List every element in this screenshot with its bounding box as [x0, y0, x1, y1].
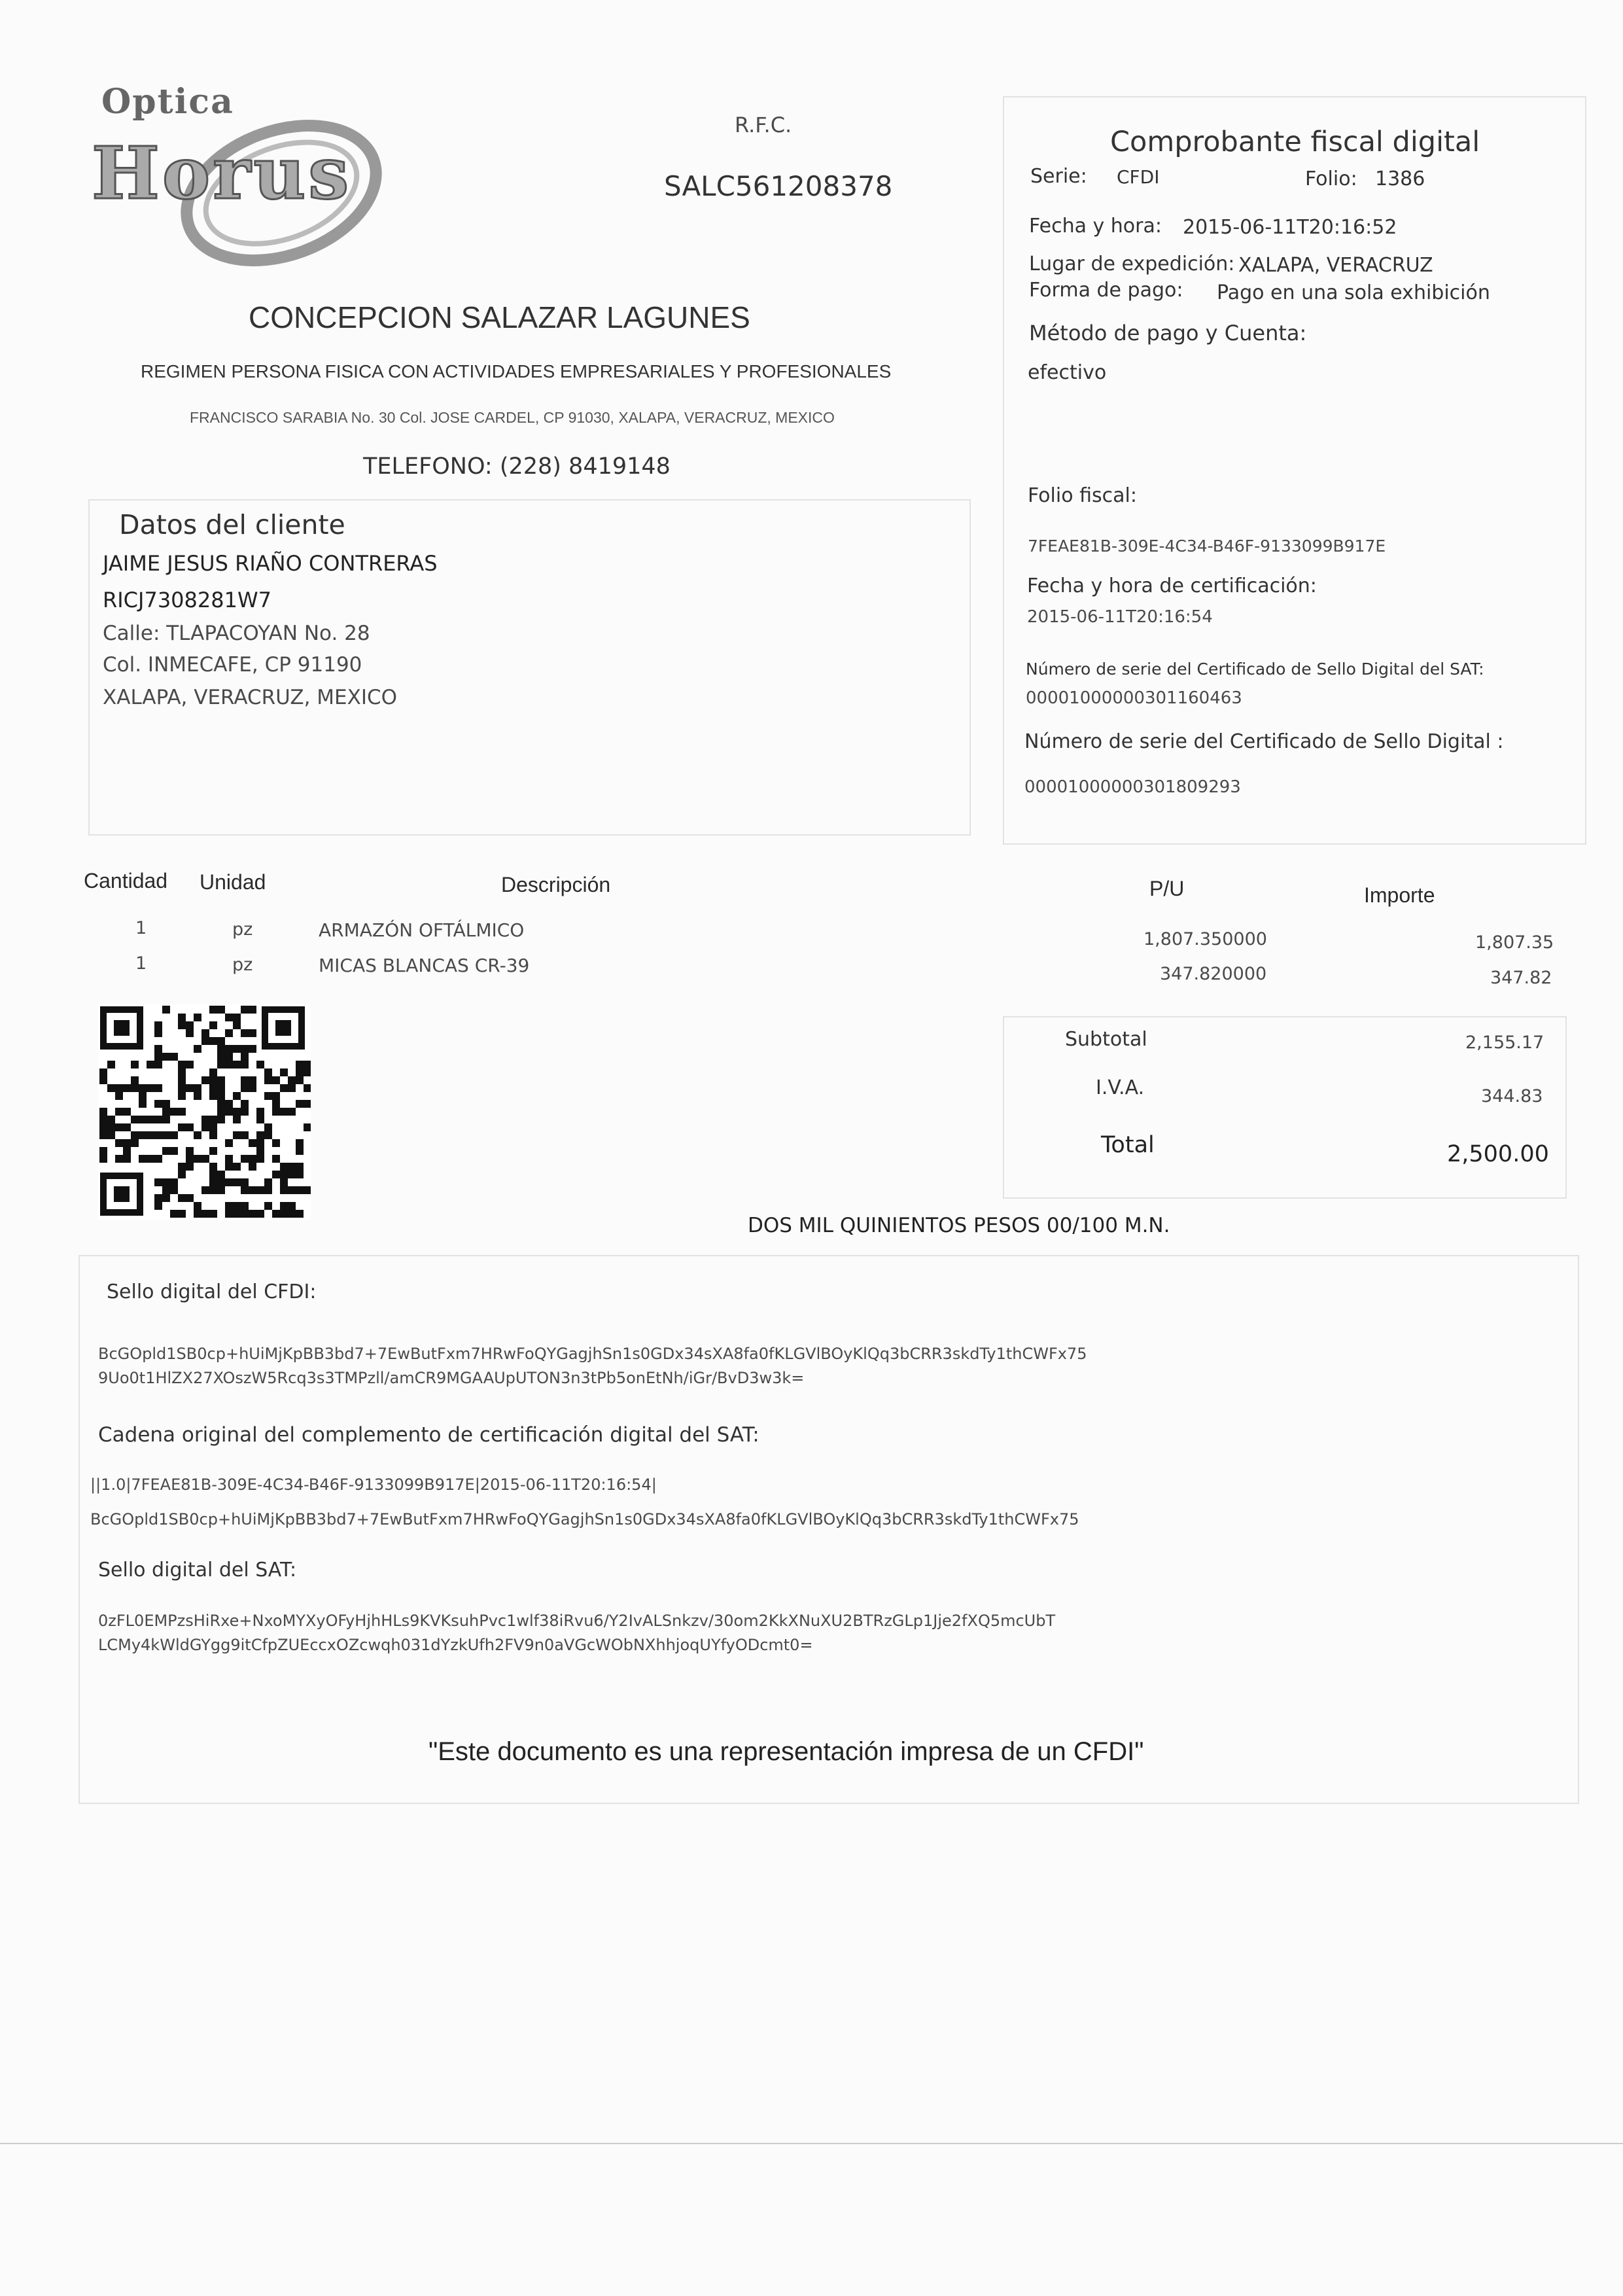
sellos-box	[79, 1255, 1579, 1804]
amount-in-words: DOS MIL QUINIENTOS PESOS 00/100 M.N.	[748, 1214, 1170, 1237]
sat-cert-label: Número de serie del Certificado de Sello Digital del SAT:	[1026, 660, 1484, 679]
logo-top-text: Optica	[101, 82, 234, 122]
sello-sat-line1: 0zFL0EMPzsHiRxe+NxoMYXyOFyHjhHLs9KVKsuhPvc1wlf38iRvu6/Y2IvALSnkzv/30om2KkXNuXU2BTRzGLp1Jje2fXQ5mcUbT	[98, 1612, 1056, 1630]
iva-value: 344.83	[1481, 1086, 1543, 1106]
cadena-line1: ||1.0|7FEAE81B-309E-4C34-B46F-9133099B917E|2015-06-11T20:16:54|	[90, 1475, 657, 1494]
issuer-regime: REGIMEN PERSONA FISICA CON ACTIVIDADES EMPRESARIALES Y PROFESIONALES	[141, 361, 892, 381]
header-importe: Importe	[1364, 883, 1435, 907]
rfc-value: SALC561208378	[664, 170, 893, 202]
metodo-value: efectivo	[1028, 361, 1107, 384]
cliente-name: JAIME JESUS RIAÑO CONTRERAS	[103, 551, 438, 576]
sello-cfdi-line2: 9Uo0t1HlZX27XOszW5Rcq3s3TMPzll/amCR9MGAAUpUTON3n3tPb5onEtNh/iGr/BvD3w3k=	[98, 1369, 805, 1387]
lugar-label: Lugar de expedición:	[1029, 253, 1235, 275]
sello-cfdi-line1: BcGOpld1SB0cp+hUiMjKpBB3bd7+7EwButFxm7HRwFoQYGagjhSn1s0GDx34sXA8fa0fKLGVlBOyKlQq3bCRR3skdTy1thCWFx75	[98, 1345, 1087, 1363]
row-importe: 347.82	[1490, 968, 1552, 988]
subtotal-value: 2,155.17	[1465, 1033, 1544, 1053]
forma-value: Pago en una sola exhibición	[1217, 281, 1490, 304]
row-unidad: pz	[232, 919, 253, 940]
sat-cert-value: 00001000000301160463	[1026, 688, 1242, 708]
lugar-value: XALAPA, VERACRUZ	[1238, 254, 1433, 277]
total-label: Total	[1101, 1132, 1155, 1158]
folio-value: 1386	[1375, 168, 1425, 190]
cliente-rfc: RICJ7308281W7	[103, 588, 271, 612]
header-descripcion: Descripción	[501, 873, 611, 896]
row-descripcion: ARMAZÓN OFTÁLMICO	[319, 919, 525, 941]
page-edge-divider	[0, 2143, 1623, 2144]
total-value: 2,500.00	[1447, 1141, 1549, 1167]
cliente-col: Col. INMECAFE, CP 91190	[103, 653, 362, 677]
csd-value: 00001000000301809293	[1024, 777, 1241, 797]
metodo-label: Método de pago y Cuenta:	[1029, 321, 1307, 345]
sello-sat-label: Sello digital del SAT:	[98, 1559, 297, 1581]
header-pu: P/U	[1149, 877, 1185, 900]
row-unidad: pz	[232, 955, 253, 975]
serie-value: CFDI	[1117, 166, 1160, 188]
cliente-ciudad: XALAPA, VERACRUZ, MEXICO	[103, 686, 398, 709]
forma-label: Forma de pago:	[1029, 279, 1183, 302]
row-cantidad: 1	[135, 918, 147, 938]
legal-notice: "Este documento es una representación impresa de un CFDI"	[428, 1737, 1144, 1766]
rfc-label: R.F.C.	[735, 113, 792, 137]
folio-fiscal-value: 7FEAE81B-309E-4C34-B46F-9133099B917E	[1028, 537, 1386, 556]
iva-label: I.V.A.	[1096, 1076, 1145, 1099]
serie-label: Serie:	[1030, 165, 1087, 188]
fecha-value: 2015-06-11T20:16:52	[1183, 216, 1397, 239]
fecha-label: Fecha y hora:	[1029, 215, 1162, 238]
cliente-calle: Calle: TLAPACOYAN No. 28	[103, 622, 370, 645]
row-pu: 347.820000	[1160, 964, 1267, 984]
qr-code	[98, 1004, 311, 1220]
cliente-title: Datos del cliente	[119, 509, 345, 540]
folio-label: Folio:	[1305, 168, 1357, 190]
issuer-phone: TELEFONO: (228) 8419148	[363, 453, 671, 480]
cadena-line2: BcGOpld1SB0cp+hUiMjKpBB3bd7+7EwButFxm7HRwFoQYGagjhSn1s0GDx34sXA8fa0fKLGVlBOyKlQq3bCRR3skdTy1thCWFx75	[90, 1510, 1079, 1528]
issuer-name: CONCEPCION SALAZAR LAGUNES	[249, 300, 750, 334]
sello-cfdi-label: Sello digital del CFDI:	[107, 1280, 317, 1303]
row-pu: 1,807.350000	[1143, 929, 1267, 949]
row-importe: 1,807.35	[1475, 932, 1554, 953]
cert-fecha-value: 2015-06-11T20:16:54	[1027, 607, 1213, 627]
header-cantidad: Cantidad	[84, 869, 168, 892]
header-unidad: Unidad	[200, 870, 266, 894]
row-cantidad: 1	[135, 953, 147, 974]
subtotal-label: Subtotal	[1065, 1028, 1147, 1051]
sello-sat-line2: LCMy4kWldGYgg9itCfpZUEccxOZcwqh031dYzkUfh2FV9n0aVGcWObNXhhjoqUYfyODcmt0=	[98, 1636, 813, 1654]
cert-fecha-label: Fecha y hora de certificación:	[1027, 574, 1317, 597]
cadena-label: Cadena original del complemento de certificación digital del SAT:	[98, 1423, 759, 1447]
cfd-title: Comprobante fiscal digital	[1110, 126, 1480, 158]
folio-fiscal-label: Folio fiscal:	[1028, 484, 1137, 507]
row-descripcion: MICAS BLANCAS CR-39	[319, 955, 530, 976]
issuer-address: FRANCISCO SARABIA No. 30 Col. JOSE CARDEL, CP 91030, XALAPA, VERACRUZ, MEXICO	[190, 409, 835, 426]
logo-mark-text: Horus	[92, 131, 352, 215]
csd-label: Número de serie del Certificado de Sello Digital :	[1024, 730, 1504, 753]
